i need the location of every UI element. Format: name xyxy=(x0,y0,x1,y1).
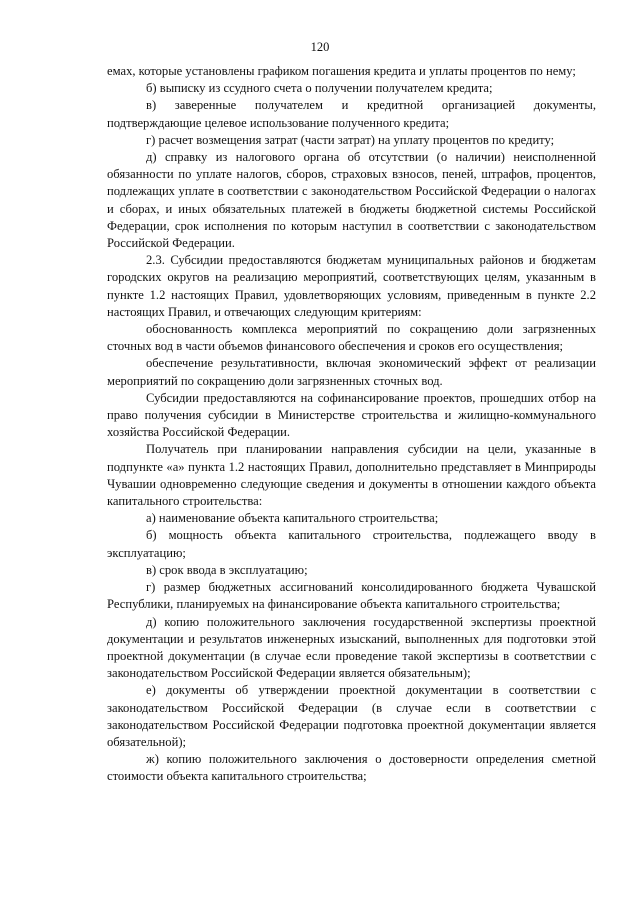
paragraph-list-v: в) срок ввода в эксплуатацию; xyxy=(146,562,308,577)
paragraph-criterion-1: обоснованность комплекса мероприятий по сокращению доли загрязненных сточных вод в части объемов финансового обеспечения и сроков его осуществления; xyxy=(107,322,596,354)
paragraph-list-e: е) документы об утверждении проектной документации в соответствии с законодательством Российской Федерации (в случае если в соответствии с законодательством Российской Федерации подготовка проектной документации является обязательной); xyxy=(107,683,596,749)
paragraph-list-a: а) наименование объекта капитального строительства; xyxy=(146,511,439,526)
document-body xyxy=(107,63,596,786)
paragraph-item-d: д) справку из налогового органа об отсутствии (о наличии) неисполненной обязанности по уплате налогов, сборов, страховых взносов, пеней, штрафов, процентов, подлежащих уплате в соответствии с законодательством Российской Федерации о налогах и сборах, и иных обязательных платежей в бюджеты бюджетной системы Российской Федерации, срок исполнения по которым наступил в соответствии с законодательством Российской Федерации. xyxy=(107,150,596,251)
page-number: 120 xyxy=(310,40,330,54)
paragraph-recipient: Получатель при планировании направления субсидии на цели, указанные в подпункте «а» пункта 1.2 настоящих Правил, дополнительно представляет в Минприроды Чувашии одновременно следующие сведения и документы в отношении каждого объекта капитального строительства: xyxy=(107,442,596,509)
paragraph-list-d: д) копию положительного заключения государственной экспертизы проектной документации и результатов инженерных изысканий, выполненных для подготовки этой проектной документации (в случае если проведение такой экспертизы в соответствии с законодательством Российской Федерации является обязательным); xyxy=(107,614,596,681)
paragraph-criterion-2: обеспечение результативности, включая экономический эффект от реализации мероприятий по сокращению доли загрязненных сточных вод. xyxy=(107,356,596,388)
paragraph-item-g: г) расчет возмещения затрат (части затрат) на уплату процентов по кредиту; xyxy=(146,132,555,147)
paragraph-list-g: г) размер бюджетных ассигнований консолидированного бюджета Чувашской Республики, планируемых на финансирование объекта капитального строительства; xyxy=(107,580,596,612)
paragraph-section-2-3: 2.3. Субсидии предоставляются бюджетам муниципальных районов и бюджетам городских округов на реализацию мероприятий, соответствующих целям, указанным в пункте 1.2 настоящих Правил, удовлетворяющих условиям, приведенным в пункте 2.2 настоящих Правил, и отвечающих следующим критериям: xyxy=(107,253,596,319)
paragraph-item-v: в) заверенные получателем и кредитной организацией документы, подтверждающие целевое использование полученного кредита; xyxy=(107,98,596,130)
paragraph-item-b: б) выписку из ссудного счета о получении получателем кредита; xyxy=(146,81,493,96)
paragraph-continuation: емах, которые установлены графиком погашения кредита и уплаты процентов по нему; xyxy=(107,64,576,78)
paragraph-list-zh: ж) копию положительного заключения о достоверности определения сметной стоимости объекта капитального строительства; xyxy=(107,752,596,784)
paragraph-cofinancing: Субсидии предоставляются на софинансирование проектов, прошедших отбор на право получения субсидии в Министерстве строительства и жилищно-коммунального хозяйства Российской Федерации. xyxy=(107,390,596,440)
paragraph-list-b: б) мощность объекта капитального строительства, подлежащего вводу в эксплуатацию; xyxy=(107,528,596,560)
